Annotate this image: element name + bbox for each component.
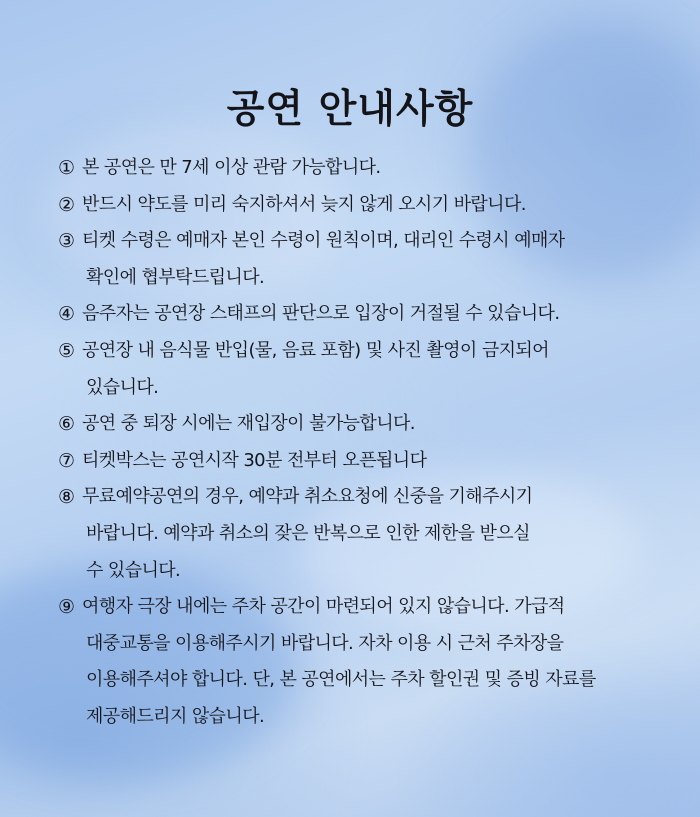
notice-line: 본 공연은 만 7세 이상 관람 가능합니다. (82, 157, 381, 178)
notice-item-8 (58, 479, 668, 589)
item-number: ⑦ (58, 449, 75, 472)
notice-item-9 (58, 589, 668, 735)
item-number: ⑤ (58, 339, 75, 362)
notice-line: 이용해주셔야 합니다. 단, 본 공연에서는 주차 할인권 및 증빙 자료를 (86, 669, 596, 691)
notice-item-1 (58, 150, 668, 187)
notice-line: 바랍니다. 예약과 취소의 잦은 반복으로 인한 제한을 받으실 (86, 522, 530, 544)
notice-line: 여행자 극장 내에는 주차 공간이 마련되어 있지 않습니다. 가급적 (82, 596, 565, 618)
notice-line: 확인에 협부탁드립니다. (86, 266, 265, 288)
notice-item-7 (58, 443, 668, 480)
notice-item-2 (58, 187, 668, 224)
page-title: 공연 안내사항 (226, 87, 474, 132)
item-number: ⑨ (58, 596, 75, 619)
notice-item-4 (58, 296, 668, 333)
item-number: ② (58, 193, 75, 216)
item-number: ⑥ (58, 413, 75, 436)
notice-item-6 (58, 406, 668, 443)
notice-line: 무료예약공연의 경우, 예약과 취소요청에 신중을 기해주시기 (82, 486, 533, 508)
notice-line: 공연 중 퇴장 시에는 재입장이 불가능합니다. (82, 413, 415, 435)
notice-line: 반드시 약도를 미리 숙지하셔서 늦지 않게 오시기 바랍니다. (82, 193, 526, 215)
item-number: ⑧ (58, 486, 75, 509)
notice-line: 있습니다. (86, 376, 159, 398)
notice-list (58, 150, 668, 736)
notice-line: 대중교통을 이용해주시기 바랍니다. 자차 이용 시 근처 주차장을 (86, 632, 564, 654)
notice-line: 티켓박스는 공연시작 30분 전부터 오픈됩니다 (82, 449, 427, 471)
item-number: ③ (58, 230, 75, 253)
notice-item-3 (58, 223, 668, 296)
notice-line: 수 있습니다. (86, 559, 181, 581)
notice-line: 음주자는 공연장 스태프의 판단으로 입장이 거절될 수 있습니다. (82, 303, 560, 325)
notice-line: 공연장 내 음식물 반입(물, 음료 포함) 및 사진 촬영이 금지되어 (82, 339, 549, 361)
notice-line: 제공해드리지 않습니다. (86, 705, 265, 727)
notice-item-5 (58, 333, 668, 406)
notice-line: 티켓 수령은 예매자 본인 수령이 원칙이며, 대리인 수령시 예매자 (82, 230, 565, 252)
item-number: ① (58, 157, 75, 179)
item-number: ④ (58, 303, 75, 326)
